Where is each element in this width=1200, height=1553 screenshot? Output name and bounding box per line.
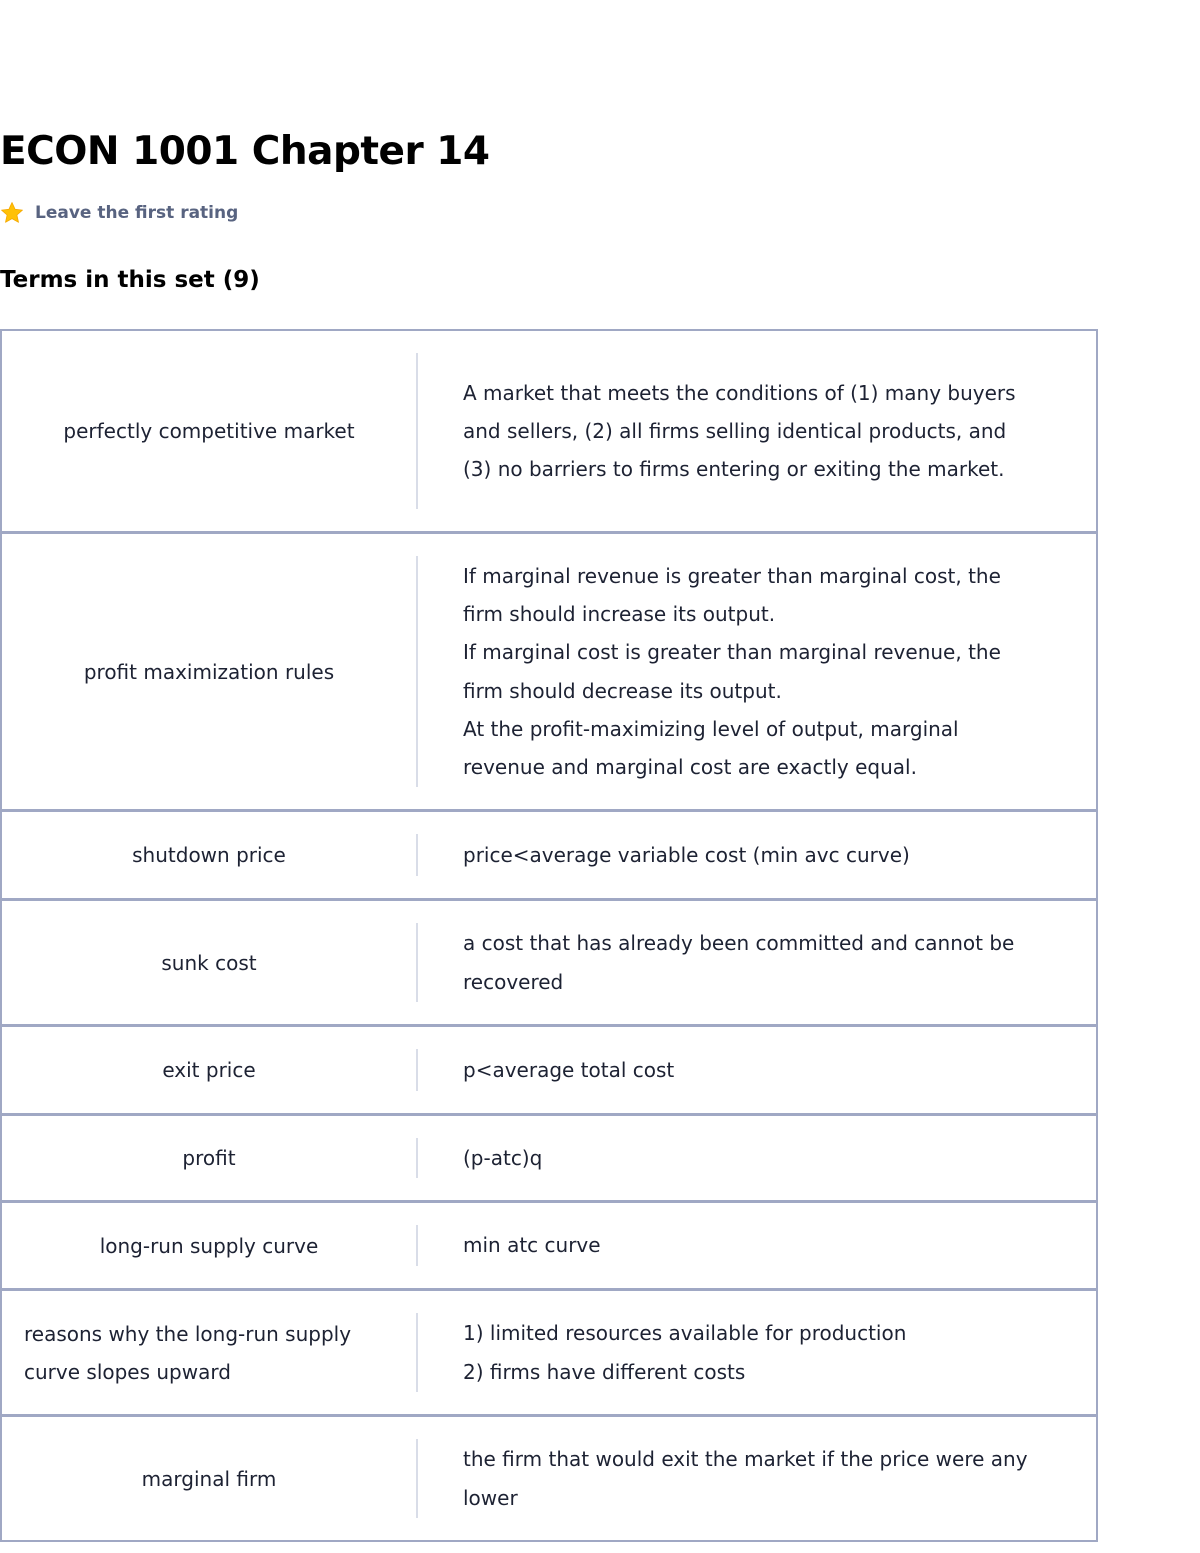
- term-text: shutdown price: [132, 843, 286, 867]
- page-title: ECON 1001 Chapter 14: [0, 129, 490, 174]
- terms-heading: Terms in this set (9): [0, 267, 260, 293]
- definition-text: min atc curve: [463, 1233, 601, 1258]
- definition-text: a cost that has already been committed and cannot be recovered: [463, 931, 1015, 994]
- rating-link[interactable]: [0, 199, 238, 227]
- definition-text: price<average variable cost (min avc curve): [463, 842, 910, 867]
- star-icon: [0, 201, 24, 225]
- term-row[interactable]: [0, 809, 1098, 900]
- definition-text: (p-atc)q: [463, 1145, 543, 1170]
- definition-text: 1) limited resources available for production 2) firms have different costs: [463, 1321, 907, 1384]
- term-row[interactable]: [0, 898, 1098, 1026]
- rating-label: Leave the first rating: [35, 203, 239, 223]
- term-text: sunk cost: [161, 950, 257, 975]
- term-row[interactable]: [0, 1414, 1098, 1542]
- definition-text: If marginal revenue is greater than marginal cost, the firm should increase its output. If marginal cost is greater than marginal revenue, the firm should decrease its output. At the profit-maximizing level of output, marginal revenue and marginal cost are exactly equal.: [463, 563, 1001, 780]
- term-row[interactable]: [0, 1113, 1098, 1202]
- term-text: marginal firm: [141, 1466, 277, 1491]
- term-row[interactable]: [0, 531, 1098, 811]
- term-text: profit maximization rules: [83, 659, 335, 684]
- term-row[interactable]: [0, 1288, 1098, 1416]
- term-text: perfectly competitive market: [63, 419, 355, 443]
- term-row[interactable]: [0, 1200, 1098, 1290]
- term-row[interactable]: [0, 1024, 1098, 1115]
- term-text: profit: [182, 1146, 236, 1170]
- term-text: reasons why the long-run supply curve slopes upward: [24, 1321, 352, 1384]
- definition-text: A market that meets the conditions of (1) many buyers and sellers, (2) all firms selling identical products, and (3) no barriers to firms entering or exiting the market.: [463, 380, 1016, 482]
- term-text: long-run supply curve: [99, 1233, 319, 1258]
- definition-text: the firm that would exit the market if the price were any lower: [463, 1447, 1028, 1510]
- terms-table: [0, 329, 1098, 1542]
- term-text: exit price: [162, 1058, 256, 1082]
- term-row[interactable]: [0, 329, 1098, 533]
- definition-text: p<average total cost: [463, 1057, 675, 1082]
